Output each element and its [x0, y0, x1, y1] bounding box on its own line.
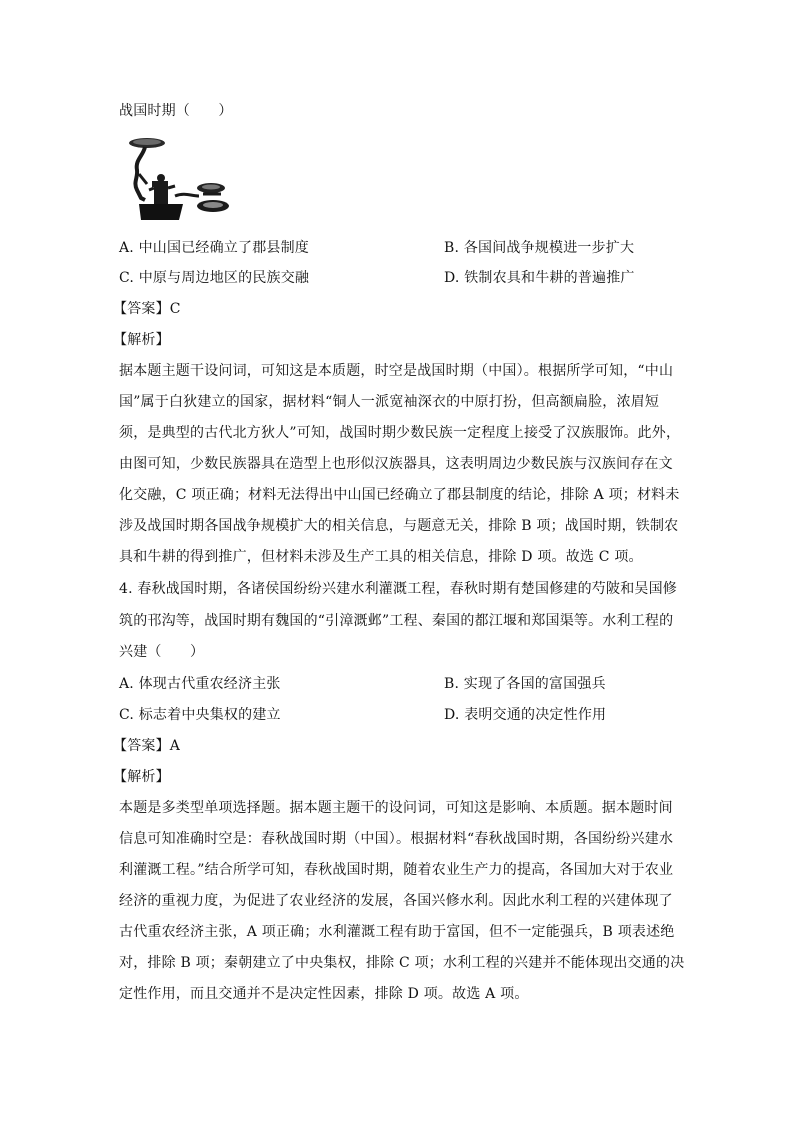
q4-answer: 【答案】A: [113, 738, 181, 754]
q4-analysis-line: 信息可知准确时空是：春秋战国时期（中国）。根据材料“春秋战国时期，各国纷纷兴建水: [119, 831, 674, 847]
q3-analysis-line: 化交融，C 项正确；材料无法得出中山国已经确立了郡县制度的结论，排除 A 项；材料未: [119, 487, 680, 503]
q4-stem-line: 筑的邗沟等，战国时期有魏国的“引漳溉邺”工程、秦国的都江堰和郑国渠等。水利工程的: [119, 613, 674, 629]
q3-option-a: A. 中山国已经确立了郡县制度: [119, 240, 310, 256]
q3-option-d: D. 铁制农具和牛耕的普遍推广: [444, 270, 635, 286]
q4-analysis-line: 利灌溉工程。”结合所学可知，春秋战国时期，随着农业生产力的提高，各国加大对于农业: [119, 862, 674, 878]
q4-stem-line: 4. 春秋战国时期，各诸侯国纷纷兴建水利灌溉工程，春秋时期有楚国修建的芍陂和吴国修: [119, 581, 678, 597]
q4-analysis-line: 本题是多类型单项选择题。据本题主题干的设问词，可知这是影响、本质题。据本题时间: [119, 800, 673, 816]
q4-analysis-line: 定性作用，而且交通并不是决定性因素，排除 D 项。故选 A 项。: [119, 986, 529, 1002]
q3-answer: 【答案】C: [113, 301, 181, 317]
q3-analysis-line: 须，是典型的古代北方狄人”可知，战国时期少数民族一定程度上接受了汉族服饰。此外，: [119, 425, 681, 441]
q3-stem: 战国时期（ ）: [119, 103, 233, 119]
q4-option-c: C. 标志着中央集权的建立: [119, 707, 281, 723]
q4-analysis-line: 经济的重视力度，为促进了农业经济的发展，各国兴修水利。因此水利工程的兴建体现了: [119, 893, 673, 909]
q4-option-b: B. 实现了各国的富国强兵: [444, 676, 606, 692]
q3-option-c: C. 中原与周边地区的民族交融: [119, 270, 310, 286]
q3-analysis-line: 据本题主题干设问词，可知这是本质题，时空是战国时期（中国）。根据所学可知，“中山: [119, 363, 674, 379]
q4-stem-line: 兴建（ ）: [119, 644, 205, 660]
bronze-lamp-figurine: [125, 134, 250, 226]
q3-analysis-line: 具和牛耕的得到推广，但材料未涉及生产工具的相关信息，排除 D 项。故选 C 项。: [119, 549, 643, 565]
q4-option-a: A. 体现古代重农经济主张: [119, 676, 281, 692]
q3-analysis-label: 【解析】: [113, 332, 170, 348]
q3-analysis-line: 国”属于白狄建立的国家，据材料“铜人一派宽袖深衣的中原打扮，但高额扁脸，浓眉短: [119, 394, 660, 410]
q4-analysis-line: 古代重农经济主张，A 项正确；水利灌溉工程有助于富国，但不一定能强兵，B 项表述绝: [119, 924, 675, 940]
q3-analysis-line: 涉及战国时期各国战争规模扩大的相关信息，与题意无关，排除 B 项；战国时期，铁制农: [119, 518, 679, 534]
q4-option-d: D. 表明交通的决定性作用: [444, 707, 607, 723]
q3-analysis-line: 由图可知，少数民族器具在造型上也形似汉族器具，这表明周边少数民族与汉族间存在文: [119, 456, 673, 472]
q4-analysis-label: 【解析】: [113, 769, 170, 785]
q4-analysis-line: 对，排除 B 项；秦朝建立了中央集权，排除 C 项；水利工程的兴建并不能体现出交通的决: [119, 955, 685, 971]
q3-option-b: B. 各国间战争规模进一步扩大: [444, 240, 635, 256]
